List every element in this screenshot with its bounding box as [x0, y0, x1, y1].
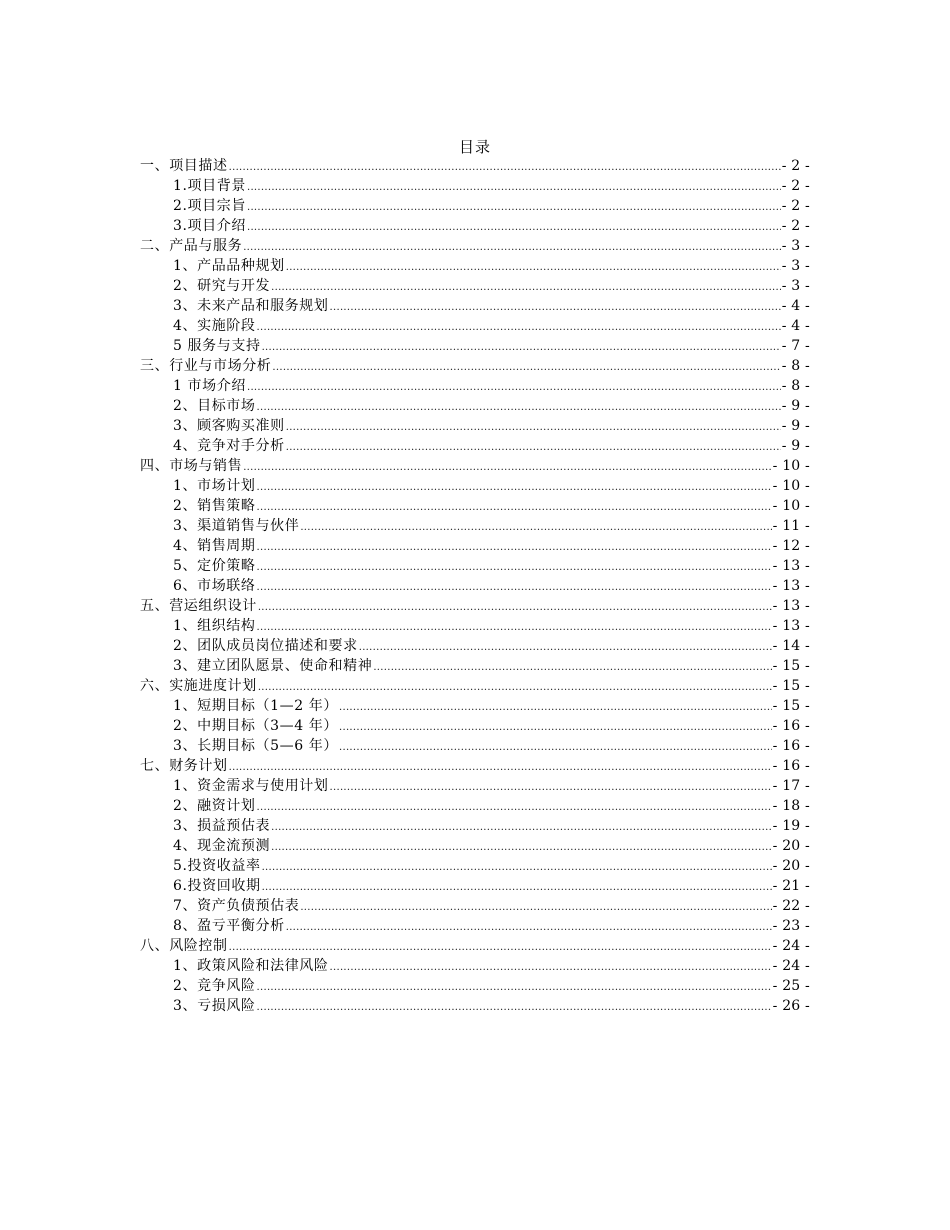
toc-dot-leader	[257, 538, 772, 558]
toc-dot-leader	[262, 338, 781, 358]
toc-dot-leader	[330, 958, 772, 978]
toc-page-number: - 23 -	[772, 918, 810, 934]
toc-dot-leader	[229, 758, 772, 778]
toc-subsection-entry[interactable]	[140, 996, 810, 1016]
toc-dot-leader	[339, 738, 772, 758]
toc-dot-leader	[257, 618, 772, 638]
toc-entry-label: 3、亏损风险	[173, 998, 256, 1014]
toc-page-number: - 16 -	[772, 718, 810, 734]
toc-dot-leader	[258, 678, 772, 698]
toc-entry-label: 2、团队成员岗位描述和要求	[173, 638, 358, 654]
toc-subsection-entry[interactable]	[140, 496, 810, 516]
toc-dot-leader	[339, 698, 772, 718]
toc-dot-leader	[257, 578, 772, 598]
toc-subsection-entry[interactable]	[140, 516, 810, 536]
toc-dot-leader	[262, 858, 772, 878]
toc-subsection-entry[interactable]	[140, 636, 810, 656]
toc-entry-label: 7、资产负债预估表	[173, 898, 300, 914]
toc-entry-label: 二、产品与服务	[140, 238, 243, 254]
toc-subsection-entry[interactable]	[140, 716, 810, 736]
toc-page-number: - 2 -	[781, 178, 810, 194]
toc-page-number: - 3 -	[781, 258, 810, 274]
toc-subsection-entry[interactable]	[140, 876, 810, 896]
toc-title: 目录	[458, 138, 491, 156]
toc-page-number: - 4 -	[781, 298, 810, 314]
toc-entry-label: 8、盈亏平衡分析	[173, 918, 285, 934]
toc-dot-leader	[247, 198, 781, 218]
toc-page-number: - 22 -	[772, 898, 810, 914]
toc-subsection-entry[interactable]	[140, 436, 810, 456]
toc-dot-leader	[257, 498, 772, 518]
toc-dot-leader	[339, 718, 772, 738]
toc-entry-label: 1、产品品种规划	[173, 258, 285, 274]
toc-page-number: - 24 -	[772, 958, 810, 974]
toc-dot-leader	[243, 238, 781, 258]
toc-subsection-entry[interactable]	[140, 916, 810, 936]
toc-dot-leader	[330, 778, 772, 798]
toc-entry-label: 2、融资计划	[173, 798, 256, 814]
toc-entry-label: 5 服务与支持	[173, 338, 261, 354]
toc-entry-label: 6、市场联络	[173, 578, 256, 594]
toc-subsection-entry[interactable]	[140, 276, 810, 296]
toc-subsection-entry[interactable]	[140, 796, 810, 816]
toc-page-number: - 9 -	[781, 398, 810, 414]
toc-entry-label: 1、组织结构	[173, 618, 256, 634]
toc-subsection-entry[interactable]	[140, 976, 810, 996]
toc-dot-leader	[286, 438, 781, 458]
toc-entry-label: 一、项目描述	[140, 158, 228, 174]
toc-section-entry[interactable]	[140, 676, 810, 696]
toc-dot-leader	[243, 458, 771, 478]
toc-entry-label: 2.项目宗旨	[173, 198, 246, 214]
toc-page-number: - 13 -	[772, 578, 810, 594]
toc-entry-label: 八、风险控制	[140, 938, 228, 954]
toc-entry-label: 1 市场介绍	[173, 378, 246, 394]
toc-entry-label: 3、损益预估表	[173, 818, 271, 834]
toc-dot-leader	[258, 598, 772, 618]
toc-entry-label: 3、顾客购买准则	[173, 418, 285, 434]
toc-entry-label: 1、市场计划	[173, 478, 256, 494]
toc-page-number: - 10 -	[772, 458, 810, 474]
toc-entry-label: 四、市场与销售	[140, 458, 243, 474]
toc-page-number: - 9 -	[781, 438, 810, 454]
toc-dot-leader	[257, 558, 772, 578]
toc-page-number: - 16 -	[772, 738, 810, 754]
toc-entry-label: 七、财务计划	[140, 758, 228, 774]
toc-entry-label: 三、行业与市场分析	[140, 358, 272, 374]
toc-subsection-entry[interactable]	[140, 336, 810, 356]
toc-entry-label: 4、销售周期	[173, 538, 256, 554]
toc-entry-label: 1、短期目标（1—2 年）	[173, 698, 338, 714]
toc-subsection-entry[interactable]	[140, 376, 810, 396]
toc-subsection-entry[interactable]	[140, 476, 810, 496]
toc-entry-label: 4、现金流预测	[173, 838, 271, 854]
toc-page-number: - 15 -	[772, 678, 810, 694]
toc-subsection-entry[interactable]	[140, 736, 810, 756]
toc-entry-label: 1、政策风险和法律风险	[173, 958, 329, 974]
toc-dot-leader	[257, 398, 781, 418]
toc-page-number: - 24 -	[772, 938, 810, 954]
toc-page-number: - 8 -	[781, 358, 810, 374]
toc-entry-label: 3、未来产品和服务规划	[173, 298, 329, 314]
toc-page-number: - 2 -	[781, 158, 810, 174]
toc-page-number: - 15 -	[772, 658, 810, 674]
toc-subsection-entry[interactable]	[140, 956, 810, 976]
toc-page-number: - 7 -	[781, 338, 810, 354]
toc-page-number: - 13 -	[772, 598, 810, 614]
toc-dot-leader	[300, 518, 771, 538]
toc-page-number: - 8 -	[781, 378, 810, 394]
toc-dot-leader	[247, 378, 781, 398]
toc-dot-leader	[286, 918, 772, 938]
toc-dot-leader	[330, 298, 781, 318]
toc-page-number: - 14 -	[772, 638, 810, 654]
toc-page-number: - 9 -	[781, 418, 810, 434]
toc-page-number: - 21 -	[772, 878, 810, 894]
toc-entry-label: 4、竞争对手分析	[173, 438, 285, 454]
toc-entry-label: 1、资金需求与使用计划	[173, 778, 329, 794]
toc-entry-label: 5、定价策略	[173, 558, 256, 574]
toc-subsection-entry[interactable]	[140, 896, 810, 916]
toc-page-number: - 15 -	[772, 698, 810, 714]
toc-dot-leader	[286, 258, 781, 278]
toc-section-entry[interactable]	[140, 756, 810, 776]
toc-subsection-entry[interactable]	[140, 176, 810, 196]
toc-page-number: - 3 -	[781, 278, 810, 294]
toc-page-number: - 20 -	[772, 858, 810, 874]
toc-entry-label: 2、中期目标（3—4 年）	[173, 718, 338, 734]
toc-page-number: - 17 -	[772, 778, 810, 794]
toc-section-entry[interactable]	[140, 236, 810, 256]
toc-subsection-entry[interactable]	[140, 296, 810, 316]
toc-page-number: - 10 -	[772, 498, 810, 514]
toc-section-entry[interactable]	[140, 456, 810, 476]
toc-entry-label: 3、建立团队愿景、使命和精神	[173, 658, 373, 674]
toc-subsection-entry[interactable]	[140, 616, 810, 636]
toc-entry-label: 六、实施进度计划	[140, 678, 257, 694]
toc-entry-label: 1.项目背景	[173, 178, 246, 194]
toc-subsection-entry[interactable]	[140, 776, 810, 796]
toc-entry-label: 2、研究与开发	[173, 278, 271, 294]
toc-subsection-entry[interactable]	[140, 536, 810, 556]
toc-dot-leader	[257, 978, 772, 998]
toc-entry-label: 4、实施阶段	[173, 318, 256, 334]
toc-page-number: - 12 -	[772, 538, 810, 554]
toc-entry-label: 2、目标市场	[173, 398, 256, 414]
toc-page-number: - 2 -	[781, 218, 810, 234]
toc-entry-label: 3、渠道销售与伙伴	[173, 518, 300, 534]
toc-dot-leader	[257, 318, 781, 338]
toc-dot-leader	[257, 478, 772, 498]
toc-section-entry[interactable]	[140, 356, 810, 376]
toc-subsection-entry[interactable]	[140, 656, 810, 676]
toc-section-entry[interactable]	[140, 936, 810, 956]
toc-subsection-entry[interactable]	[140, 816, 810, 836]
toc-page-number: - 13 -	[772, 558, 810, 574]
toc-subsection-entry[interactable]	[140, 576, 810, 596]
toc-section-entry[interactable]	[140, 156, 810, 176]
toc-entry-label: 2、销售策略	[173, 498, 256, 514]
toc-dot-leader	[286, 418, 781, 438]
toc-dot-leader	[359, 638, 772, 658]
toc-subsection-entry[interactable]	[140, 416, 810, 436]
toc-page-number: - 25 -	[772, 978, 810, 994]
toc-subsection-entry[interactable]	[140, 196, 810, 216]
toc-dot-leader	[229, 938, 772, 958]
toc-page-number: - 13 -	[772, 618, 810, 634]
toc-page-number: - 4 -	[781, 318, 810, 334]
toc-entry-label: 2、竞争风险	[173, 978, 256, 994]
toc-entry-label: 3、长期目标（5—6 年）	[173, 738, 338, 754]
toc-page-number: - 26 -	[772, 998, 810, 1014]
toc-dot-leader	[373, 658, 771, 678]
toc-entry-label: 6.投资回收期	[173, 878, 261, 894]
toc-subsection-entry[interactable]	[140, 256, 810, 276]
toc-subsection-entry[interactable]	[140, 856, 810, 876]
toc-page-number: - 19 -	[772, 818, 810, 834]
toc-dot-leader	[271, 818, 772, 838]
toc-dot-leader	[300, 898, 771, 918]
toc-page-number: - 11 -	[772, 518, 810, 534]
toc-dot-leader	[247, 178, 781, 198]
toc-dot-leader	[229, 158, 781, 178]
toc-dot-leader	[257, 998, 772, 1018]
toc-subsection-entry[interactable]	[140, 316, 810, 336]
toc-page-number: - 3 -	[781, 238, 810, 254]
toc-page-number: - 20 -	[772, 838, 810, 854]
toc-subsection-entry[interactable]	[140, 556, 810, 576]
toc-dot-leader	[247, 218, 781, 238]
toc-subsection-entry[interactable]	[140, 396, 810, 416]
toc-page-number: - 16 -	[772, 758, 810, 774]
toc-section-entry[interactable]	[140, 596, 810, 616]
toc-entry-label: 3.项目介绍	[173, 218, 246, 234]
toc-dot-leader	[271, 278, 781, 298]
toc-page-number: - 10 -	[772, 478, 810, 494]
toc-dot-leader	[271, 838, 772, 858]
toc-dot-leader	[257, 798, 772, 818]
toc-page-number: - 18 -	[772, 798, 810, 814]
toc-subsection-entry[interactable]	[140, 216, 810, 236]
toc-entry-label: 5.投资收益率	[173, 858, 261, 874]
toc-dot-leader	[272, 358, 780, 378]
toc-page-number: - 2 -	[781, 198, 810, 214]
toc-dot-leader	[262, 878, 772, 898]
toc-subsection-entry[interactable]	[140, 696, 810, 716]
table-of-contents	[140, 156, 810, 1016]
toc-entry-label: 五、营运组织设计	[140, 598, 257, 614]
toc-subsection-entry[interactable]	[140, 836, 810, 856]
